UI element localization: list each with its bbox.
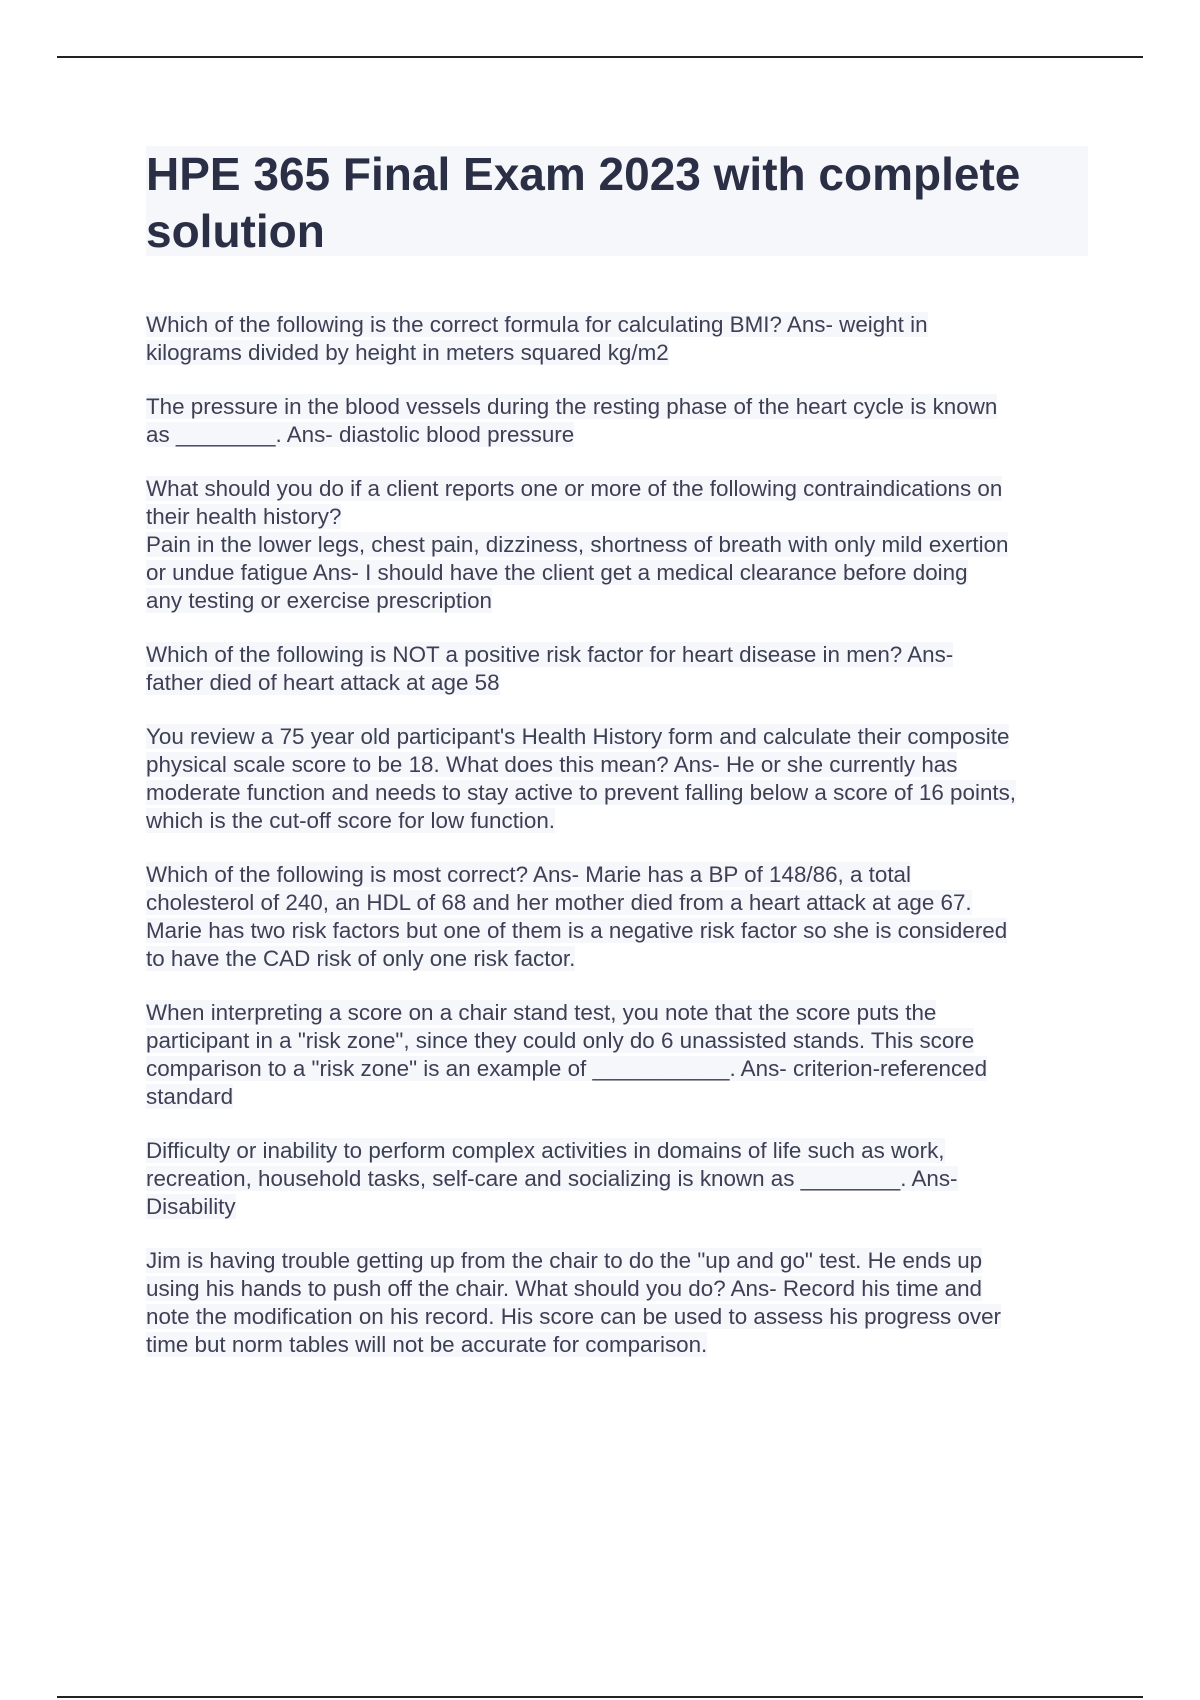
title-line-1: HPE 365 Final Exam 2023 with complete: [146, 148, 1021, 200]
qa-item: [146, 999, 1086, 1111]
header-rule: [57, 56, 1143, 58]
qa-item: [146, 723, 1086, 835]
qa-item: [146, 475, 1086, 615]
qa-item: [146, 861, 1086, 973]
qa-text: Which of the following is NOT a positive risk factor for heart disease in men? Ans- father died of heart attack at age 58: [146, 642, 954, 695]
qa-text: You review a 75 year old participant's Health History form and calculate their composite physical scale score to be 18. What does this mean? Ans- He or she currently has moderate function and needs to stay active to prevent falling below a score of 16 points, which is the cut-off score for low function.: [146, 724, 1017, 833]
qa-text: The pressure in the blood vessels during the resting phase of the heart cycle is known as ________. Ans- diastolic blood pressure: [146, 394, 998, 447]
footer-rule: [57, 1696, 1143, 1698]
title-line-2: solution: [146, 205, 325, 257]
qa-item: [146, 393, 1086, 449]
qa-item: [146, 311, 1086, 367]
qa-item: [146, 1137, 1086, 1221]
qa-text: What should you do if a client reports one or more of the following contraindications on their health history? Pain in the lower legs, chest pain, dizziness, shortness of breath with only mild exertion or undue fatigue Ans- I should have the client get a medical clearance before doing any testing or exercise prescription: [146, 476, 1009, 613]
qa-text: Difficulty or inability to perform complex activities in domains of life such as work, recreation, household tasks, self-care and socializing is known as ________. Ans- Disability: [146, 1138, 958, 1219]
qa-text: When interpreting a score on a chair stand test, you note that the score puts the participant in a "risk zone", since they could only do 6 unassisted stands. This score comparison to a "risk zone" is an example of ___________. Ans- criterion-referenced standard: [146, 1000, 988, 1109]
qa-text: Jim is having trouble getting up from the chair to do the "up and go" test. He ends up using his hands to push off the chair. What should you do? Ans- Record his time and note the modification on his record. His score can be used to assess his progress over time but norm tables will not be accurate for comparison.: [146, 1248, 1002, 1357]
qa-item: [146, 641, 1086, 697]
qa-text: Which of the following is most correct? Ans- Marie has a BP of 148/86, a total cholesterol of 240, an HDL of 68 and her mother died from a heart attack at age 67. Marie has two risk factors but one of them is a negative risk factor so she is considered to have the CAD risk of only one risk factor.: [146, 862, 1008, 971]
question-answer-list: [146, 311, 1086, 1385]
qa-text: Which of the following is the correct formula for calculating BMI? Ans- weight in kilograms divided by height in meters squared kg/m2: [146, 312, 928, 365]
document-title: [146, 146, 1076, 260]
qa-item: [146, 1247, 1086, 1359]
